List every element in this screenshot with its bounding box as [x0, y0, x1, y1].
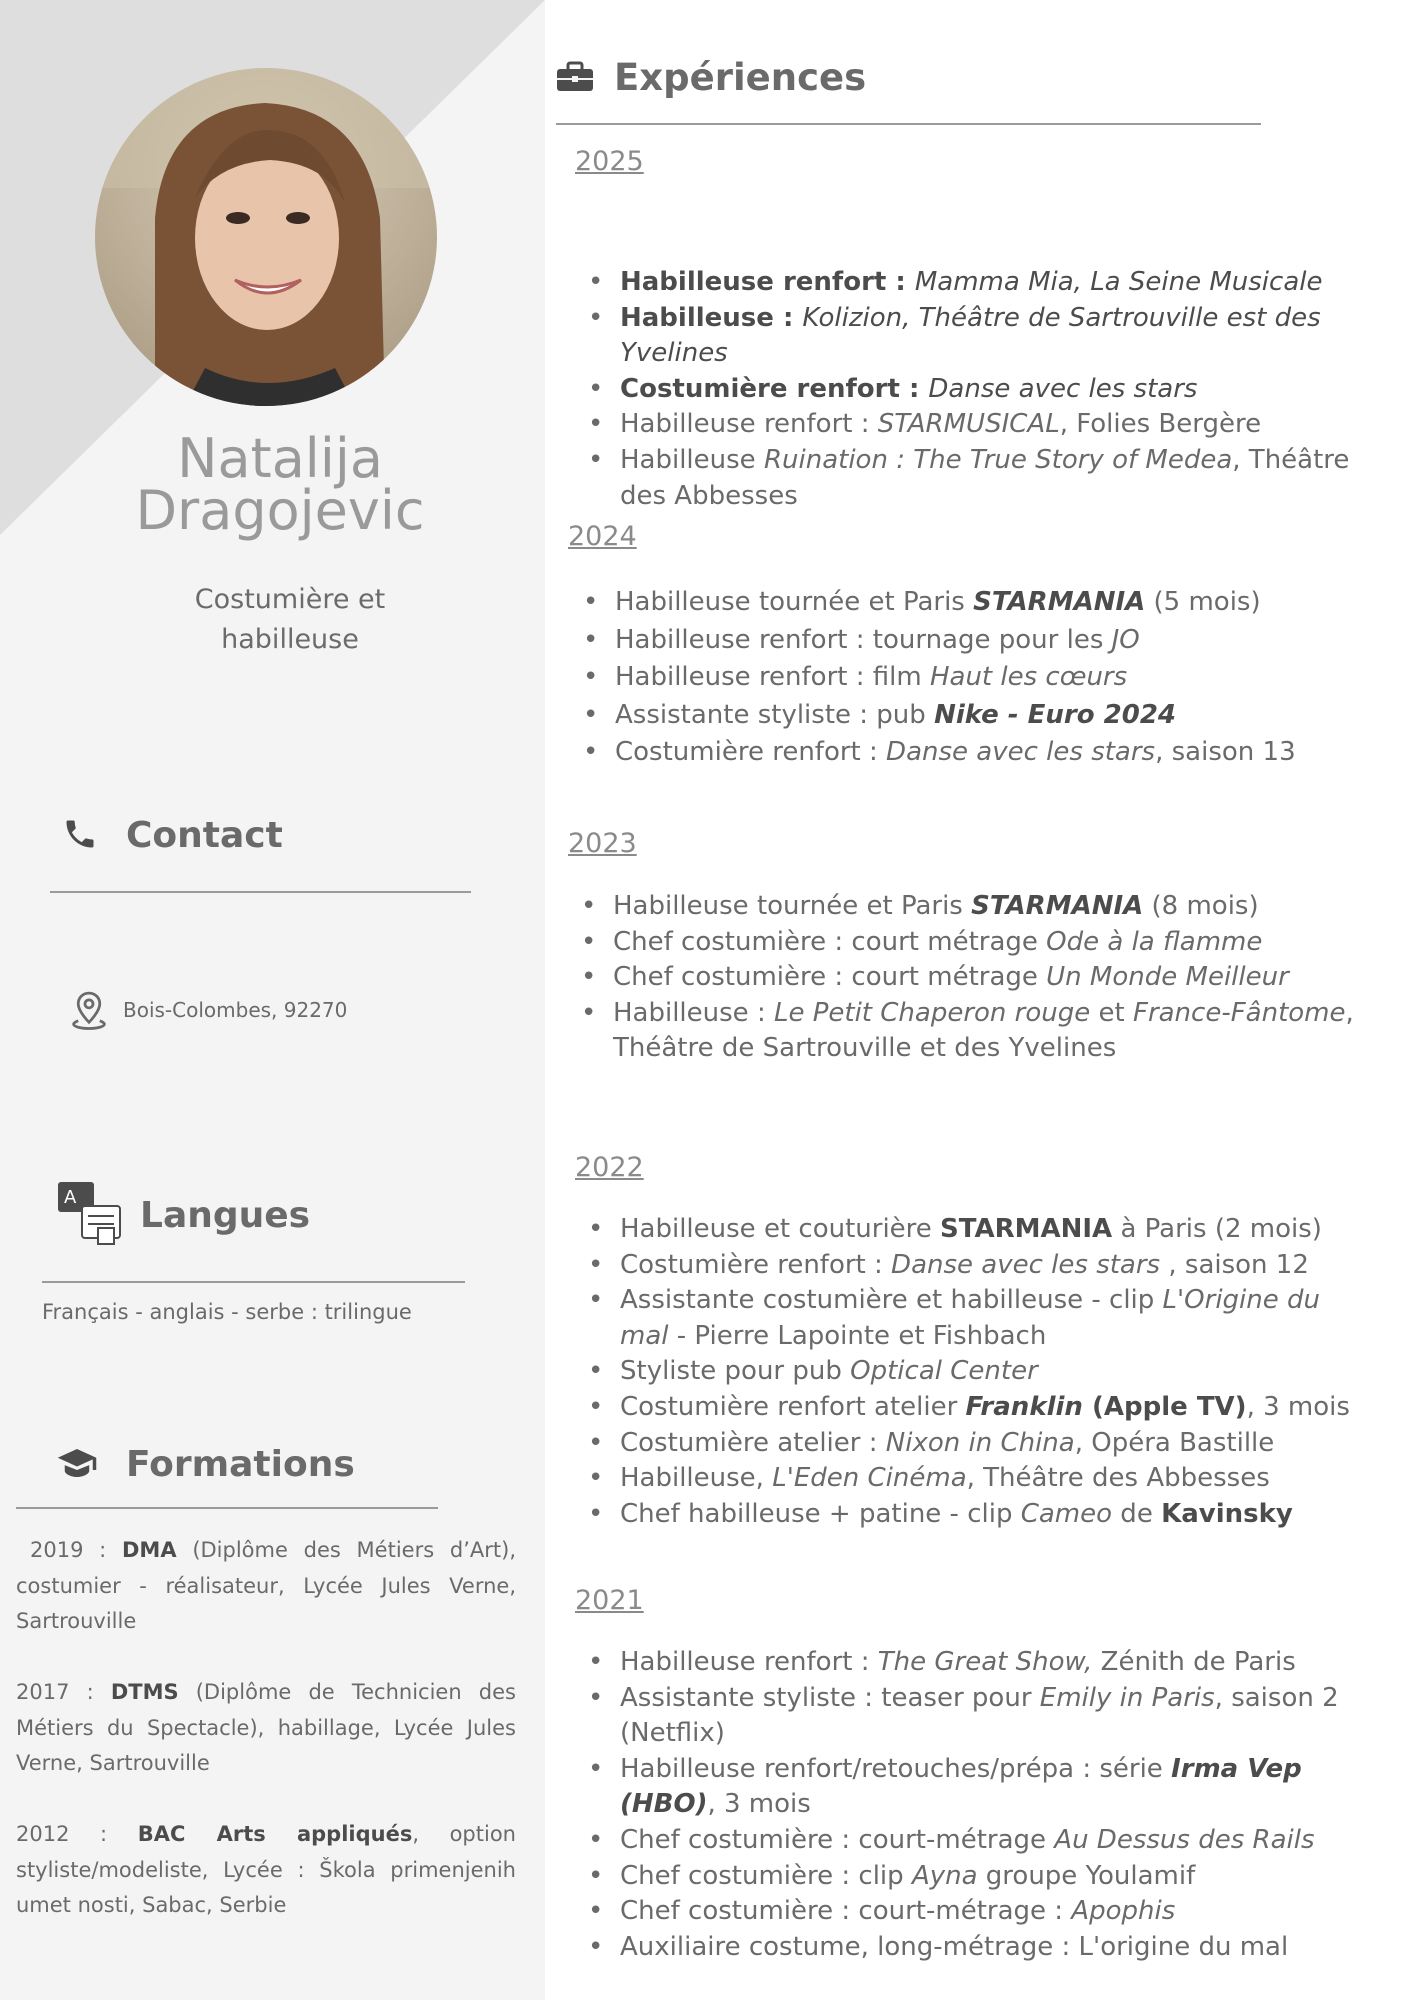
- translate-icon: [56, 1180, 126, 1250]
- experiences-heading: [556, 56, 866, 99]
- job-title-line1: Costumière et: [194, 584, 386, 615]
- contact-address: Bois-Colombes, 92270: [123, 998, 348, 1022]
- year-label: 2022: [575, 1152, 644, 1183]
- list-item: • Habilleuse renfort : The Great Show, Zénith de Paris: [582, 1645, 1397, 1681]
- svg-text:A: A: [64, 1187, 77, 1208]
- list-item: • Habilleuse renfort/retouches/prépa : série Irma Vep (HBO), 3 mois: [582, 1752, 1397, 1823]
- list-item: • Costumière renfort atelier Franklin (Apple TV), 3 mois: [582, 1390, 1372, 1426]
- list-item: • Costumière atelier : Nixon in China, Opéra Bastille: [582, 1426, 1372, 1462]
- year-label: 2021: [575, 1585, 644, 1616]
- year-items: [582, 265, 1362, 514]
- formations-heading: [56, 1442, 355, 1486]
- langues-title: Langues: [140, 1194, 311, 1236]
- list-item: • Habilleuse : Le Petit Chaperon rouge et France-Fântome, Théâtre de Sartrouville et des Yvelines: [575, 996, 1365, 1067]
- formation-item: 2019 : DMA (Diplôme des Métiers d’Art), costumier - réalisateur, Lycée Jules Verne, Sartrouville: [16, 1538, 516, 1633]
- formations-divider: [16, 1507, 438, 1509]
- year-items: [575, 889, 1365, 1067]
- list-item: • Chef habilleuse + patine - clip Cameo de Kavinsky: [582, 1497, 1372, 1533]
- list-item: • Chef costumière : clip Ayna groupe Youlamif: [582, 1859, 1397, 1895]
- list-item: • Habilleuse : Kolizion, Théâtre de Sartrouville est des Yvelines: [582, 301, 1362, 372]
- contact-heading: [62, 815, 283, 856]
- experiences-divider: [556, 123, 1261, 125]
- graduation-cap-icon: [56, 1442, 100, 1486]
- langues-heading: [56, 1180, 310, 1250]
- list-item: • Habilleuse renfort : STARMUSICAL, Folies Bergère: [582, 407, 1362, 443]
- contact-divider: [50, 891, 471, 893]
- list-item: • Costumière renfort : Danse avec les stars: [582, 372, 1362, 408]
- list-item: • Costumière renfort : Danse avec les stars, saison 13: [577, 734, 1367, 772]
- list-item: • Chef costumière : court métrage Ode à la flamme: [575, 925, 1365, 961]
- list-item: • Assistante styliste : pub Nike - Euro 2024: [577, 697, 1367, 735]
- list-item: • Habilleuse renfort : film Haut les cœurs: [577, 659, 1367, 697]
- formation-item: 2012 : BAC Arts appliqués, option styliste/modeliste, Lycée : Škola primenjenih umet nosti, Sabac, Serbie: [16, 1822, 516, 1917]
- experiences-title: Expériences: [614, 56, 867, 99]
- sidebar: [0, 0, 545, 2000]
- list-item: • Auxiliaire costume, long-métrage : L'origine du mal: [582, 1930, 1397, 1966]
- list-item: • Habilleuse renfort : tournage pour les JO: [577, 622, 1367, 660]
- list-item: • Chef costumière : court-métrage Au Dessus des Rails: [582, 1823, 1397, 1859]
- contact-title: Contact: [126, 815, 283, 856]
- formation-item: 2017 : DTMS (Diplôme de Technicien des Métiers du Spectacle), habillage, Lycée Jules Verne, Sartrouville: [16, 1680, 516, 1775]
- job-title-line2: habilleuse: [221, 624, 359, 655]
- list-item: • Habilleuse tournée et Paris STARMANIA (5 mois): [577, 584, 1367, 622]
- list-item: • Assistante styliste : teaser pour Emily in Paris, saison 2 (Netflix): [582, 1681, 1397, 1752]
- list-item: • Assistante costumière et habilleuse - clip L'Origine du mal - Pierre Lapointe et Fishbach: [582, 1283, 1372, 1354]
- list-item: • Habilleuse tournée et Paris STARMANIA (8 mois): [575, 889, 1365, 925]
- langues-text: Français - anglais - serbe : trilingue: [42, 1300, 412, 1324]
- year-label: 2023: [568, 828, 637, 859]
- location-icon: [70, 990, 108, 1034]
- briefcase-icon: [556, 61, 594, 95]
- list-item: • Styliste pour pub Optical Center: [582, 1354, 1372, 1390]
- formations-title: Formations: [126, 1443, 355, 1485]
- year-items: [582, 1645, 1397, 1965]
- langues-divider: [42, 1281, 465, 1283]
- first-name: Natalija: [177, 427, 383, 490]
- profile-photo: [95, 68, 437, 406]
- list-item: • Habilleuse Ruination : The True Story of Medea, Théâtre des Abbesses: [582, 443, 1362, 514]
- list-item: • Habilleuse renfort : Mamma Mia, La Seine Musicale: [582, 265, 1362, 301]
- year-label: 2025: [575, 146, 644, 177]
- list-item: • Habilleuse, L'Eden Cinéma, Théâtre des Abbesses: [582, 1461, 1372, 1497]
- list-item: • Costumière renfort : Danse avec les stars , saison 12: [582, 1248, 1372, 1284]
- last-name: Dragojevic: [135, 479, 425, 542]
- list-item: • Chef costumière : court métrage Un Monde Meilleur: [575, 960, 1365, 996]
- year-items: [577, 584, 1367, 772]
- list-item: • Chef costumière : court-métrage : Apophis: [582, 1894, 1397, 1930]
- list-item: • Habilleuse et couturière STARMANIA à Paris (2 mois): [582, 1212, 1372, 1248]
- year-label: 2024: [568, 521, 637, 552]
- phone-icon: [62, 816, 102, 856]
- year-items: [582, 1212, 1372, 1532]
